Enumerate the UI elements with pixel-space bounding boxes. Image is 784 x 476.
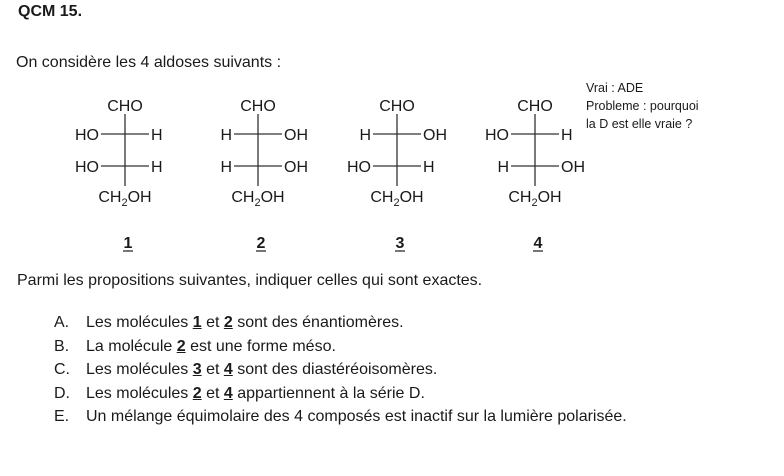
substituent-right: H [561,127,573,144]
option-letter: A. [54,314,70,331]
substituent-right: H [151,127,163,144]
substituent-left: H [497,159,509,176]
substituent-left: HO [75,127,99,144]
molecule-ref: 2 [176,337,186,355]
molecule-number: 3 [395,235,405,252]
note-line-answer: Vrai : ADE [586,81,644,95]
substituent-right: H [151,159,163,176]
question-prompt: Parmi les propositions suivantes, indiquer celles qui sont exactes. [17,272,483,289]
note-line-problem: Probleme : pourquoi [586,99,699,113]
option-letter: B. [54,337,70,355]
hydroxymethyl-label: $CH_2OH$ [370,189,424,209]
question-title: QCM 15. [18,3,83,20]
substituent-right: OH [284,127,308,144]
substituent-right: OH [423,127,447,144]
molecule-ref: 1 [192,314,202,331]
molecule-ref: 2 [192,384,202,402]
substituent-right: OH [284,159,308,176]
option-d[interactable]: D. Les molécules 2 et 4 appartiennent à la série D. [54,382,627,406]
aldehyde-label: CHO [107,98,143,115]
note-line-question: la D est elle vraie ? [586,117,693,131]
aldehyde-label: CHO [517,98,553,115]
fischer-projections [0,80,600,265]
molecule-ref: 3 [192,361,202,378]
substituent-left: H [220,127,232,144]
substituent-left: HO [75,159,99,176]
question-intro: On considère les 4 aldoses suivants : [16,54,282,71]
substituent-right: H [423,159,435,176]
molecule-ref: 2 [223,314,233,331]
option-letter: E. [54,408,70,425]
aldehyde-label: CHO [379,98,415,115]
option-letter: D. [54,384,70,402]
molecule-number: 4 [533,235,543,252]
hydroxymethyl-label: $CH_2OH$ [508,189,562,209]
option-c[interactable]: C. Les molécules 3 et 4 sont des diastéréoisomères. [54,358,627,382]
answer-options [54,311,627,429]
substituent-left: H [220,159,232,176]
option-letter: C. [54,361,70,378]
option-e[interactable]: E. Un mélange équimolaire des 4 composés est inactif sur la lumière polarisée. [54,405,627,429]
substituent-left: H [359,127,371,144]
molecule-ref: 4 [223,361,233,378]
substituent-left: HO [485,127,509,144]
hydroxymethyl-label: $CH_2OH$ [98,189,152,209]
substituent-right: OH [561,159,585,176]
option-a[interactable]: A. Les molécules 1 et 2 sont des énantiomères. [54,311,627,335]
aldehyde-label: CHO [240,98,276,115]
molecule-ref: 4 [223,384,233,402]
option-b[interactable]: B. La molécule 2 est une forme méso. [54,335,627,359]
hydroxymethyl-label: $CH_2OH$ [231,189,285,209]
annotation-note [586,79,776,133]
molecule-number: 1 [123,235,133,252]
substituent-left: HO [347,159,371,176]
molecule-number: 2 [256,235,266,252]
